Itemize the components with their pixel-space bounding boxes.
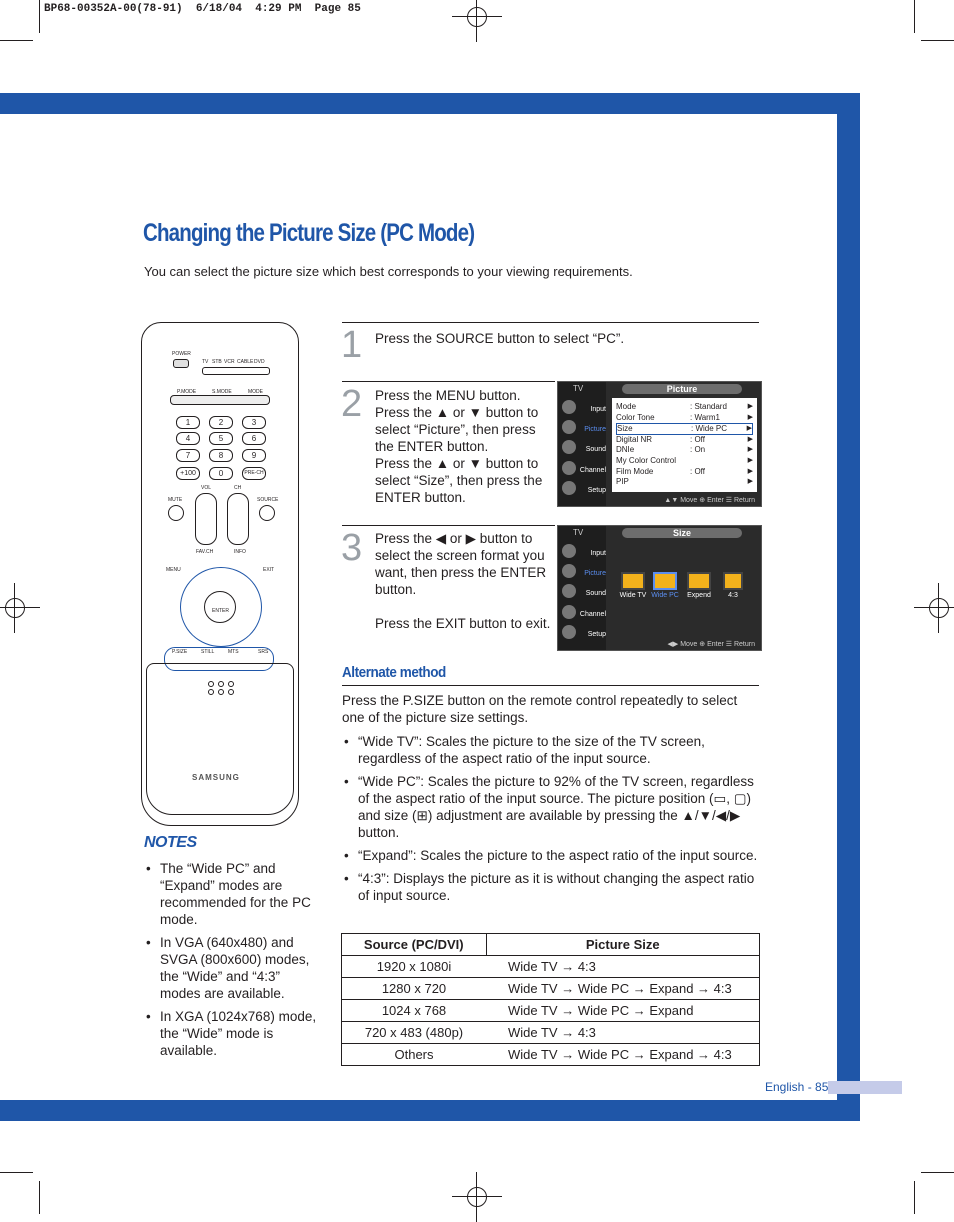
crop-mark (0, 1172, 33, 1173)
osd-menu-picture: Picture (562, 426, 606, 433)
table-header-source: Source (PC/DVI) (342, 934, 487, 956)
channel-icon (562, 461, 576, 475)
note-item: • The “Wide PC” and “Expand” modes are recommended for the PC mode. (144, 860, 324, 928)
remote-dvd-label: DVD (254, 359, 265, 365)
mode-select-bar (202, 367, 270, 375)
osd-footer: ▲▼ Move ⊕ Enter ☰ Return (664, 497, 755, 504)
crop-mark (921, 40, 954, 41)
crop-mark (914, 1181, 915, 1214)
note-item: • In VGA (640x480) and SVGA (800x600) modes, the “Wide” and “4:3” modes are available. (144, 934, 324, 1002)
size-cell: Wide TV → Wide PC → Expand (486, 1000, 760, 1022)
notes-list (144, 860, 324, 1065)
input-icon (562, 400, 576, 414)
remote-vcr-label: VCR (224, 359, 235, 365)
osd-row-selected: Size : Wide PC ▶ (617, 424, 752, 433)
page-tab (828, 1081, 902, 1094)
exit-label: EXIT (263, 567, 275, 573)
source-cell: 1280 x 720 (342, 978, 487, 1000)
step-3-text: Press the ◀ or ▶ button to select the screen format you want, then press the ENTER button. Press the EXIT button to exit. (375, 531, 551, 631)
source-button (259, 505, 275, 521)
source-cell: 1024 x 768 (342, 1000, 487, 1022)
step-rule (342, 525, 555, 526)
osd-row: My Color Control ▶ (616, 456, 753, 465)
sound-icon (562, 584, 576, 598)
mute-label: MUTE (168, 497, 183, 503)
alternate-rule (342, 685, 759, 686)
alternate-item: • “Expand”: Scales the picture to the aspect ratio of the input source. (342, 847, 758, 864)
led-dot (218, 689, 224, 695)
registration-mark (0, 593, 30, 623)
num-button-100: +100 (176, 467, 200, 480)
input-icon (562, 544, 576, 558)
srs-label: SRS (258, 649, 269, 655)
table-row (342, 1044, 760, 1066)
led-dot (208, 681, 214, 687)
crop-mark (39, 0, 40, 33)
crop-mark (914, 0, 915, 33)
num-button-4: 4 (176, 432, 200, 445)
picture-icon (562, 564, 576, 578)
num-button-8: 8 (209, 449, 233, 462)
mts-label: MTS (228, 649, 239, 655)
registration-mark (924, 593, 954, 623)
crop-mark (39, 1181, 40, 1214)
osd-menu-setup: Setup (562, 487, 606, 494)
enter-button (204, 591, 236, 623)
print-header: BP68-00352A-00(78-91) 6/18/04 4:29 PM Page 85 (44, 3, 361, 15)
vol-label: VOL (201, 485, 212, 491)
osd-menu-input: Input (562, 406, 606, 413)
source-cell: 720 x 483 (480p) (342, 1022, 487, 1044)
num-button-5: 5 (209, 432, 233, 445)
still-label: STILL (201, 649, 215, 655)
remote-cable-label: CABLE (237, 359, 254, 365)
table-row (342, 978, 760, 1000)
size-option-wide-tv: Wide TV (618, 572, 648, 599)
table-header-size: Picture Size (486, 934, 760, 956)
num-button-3: 3 (242, 416, 266, 429)
osd-menu-picture: Picture (562, 570, 606, 577)
step-2-text: Press the MENU button. Press the ▲ or ▼ button to select “Picture”, then press the ENTER button. Press the ▲ or ▼ button to select “Size”, then press the ENTER button. (375, 388, 543, 505)
mode-label: MODE (248, 389, 263, 395)
led-dot (228, 681, 234, 687)
num-button-9: 9 (242, 449, 266, 462)
size-cell: Wide TV → Wide PC → Expand → 4:3 (486, 978, 760, 1000)
enter-label: ENTER (212, 608, 229, 614)
top-band (0, 93, 860, 114)
mute-button (168, 505, 184, 521)
bottom-band (0, 1100, 860, 1121)
alternate-item: • “Wide PC”: Scales the picture to 92% of the TV screen, regardless of the aspect ratio of the input source. The picture position (▭, ▢) and size (⊞) adjustment are available by pressing the ▲/▼/◀/▶ button. (342, 773, 758, 841)
num-button-2: 2 (209, 416, 233, 429)
led-dot (208, 689, 214, 695)
picture-icon (562, 420, 576, 434)
samsung-logo: SAMSUNG (192, 773, 240, 782)
step-1-text: Press the SOURCE button to select “PC”. (375, 331, 625, 346)
pmode-label: P.MODE (177, 389, 197, 395)
osd-row: Color Tone : Warm1 ▶ (616, 413, 753, 422)
osd-title: Picture (622, 384, 742, 394)
registration-mark (462, 2, 492, 32)
right-band (837, 93, 860, 1121)
osd-tv-label: TV (573, 384, 584, 393)
osd-tv-label: TV (573, 528, 584, 537)
page-title: Changing the Picture Size (PC Mode) (143, 219, 475, 247)
crop-mark (0, 40, 33, 41)
vol-rocker (195, 493, 217, 545)
source-label: SOURCE (257, 497, 279, 503)
num-button-1: 1 (176, 416, 200, 429)
osd-title: Size (622, 528, 742, 538)
expand-icon (687, 572, 711, 590)
num-button-7: 7 (176, 449, 200, 462)
table-row (342, 1022, 760, 1044)
remote-control-illustration (141, 322, 299, 826)
osd-row: Mode : Standard ▶ (616, 402, 753, 411)
setup-icon (562, 625, 576, 639)
smode-label: S.MODE (212, 389, 232, 395)
psize-label: P.SIZE (172, 649, 188, 655)
power-button (173, 359, 189, 368)
osd-menu-sound: Sound (562, 590, 606, 597)
crop-mark (921, 1172, 954, 1173)
step-number: 3 (341, 527, 363, 569)
osd-menu-input: Input (562, 550, 606, 557)
notes-title: NOTES (144, 834, 197, 851)
info-label: INFO (234, 549, 246, 555)
menu-label: MENU (166, 567, 181, 573)
size-cell: Wide TV → Wide PC → Expand → 4:3 (486, 1044, 760, 1066)
osd-panel (612, 398, 757, 492)
favch-label: FAV.CH (196, 549, 214, 555)
alternate-list (342, 733, 758, 910)
registration-mark (462, 1182, 492, 1212)
ch-rocker (227, 493, 249, 545)
sound-icon (562, 440, 576, 454)
alternate-item: • “4:3”: Displays the picture as it is without changing the aspect ratio of input source. (342, 870, 758, 904)
osd-footer: ◀▶ Move ⊕ Enter ☰ Return (667, 641, 755, 648)
source-cell: 1920 x 1080i (342, 956, 487, 978)
osd-picture-menu (557, 381, 762, 507)
intro-text: You can select the picture size which best corresponds to your viewing requirements. (144, 264, 633, 279)
setup-icon (562, 481, 576, 495)
osd-menu-channel: Channel (562, 611, 606, 618)
size-cell: Wide TV → 4:3 (486, 1022, 760, 1044)
osd-row: Film Mode : Off ▶ (616, 467, 753, 476)
mode-row (170, 395, 270, 405)
alternate-intro: Press the P.SIZE button on the remote control repeatedly to select one of the picture size settings. (342, 693, 738, 725)
step-rule (342, 322, 759, 323)
prech-button: PRE-CH (242, 467, 266, 480)
step-number: 1 (341, 324, 363, 366)
num-button-0: 0 (209, 467, 233, 480)
page-number: English - 85 (765, 1080, 829, 1094)
picture-size-table (341, 933, 760, 1066)
four-three-icon (723, 572, 743, 590)
alternate-method-title: Alternate method (342, 664, 446, 681)
step-number: 2 (341, 383, 363, 425)
num-button-6: 6 (242, 432, 266, 445)
channel-icon (562, 605, 576, 619)
table-row (342, 1000, 760, 1022)
size-option-4-3: 4:3 (718, 572, 748, 599)
osd-row: Digital NR : Off ▶ (616, 435, 753, 444)
osd-menu-sound: Sound (562, 446, 606, 453)
size-cell: Wide TV → 4:3 (486, 956, 760, 978)
led-dot (228, 689, 234, 695)
remote-power-label: POWER (172, 351, 191, 357)
size-option-wide-pc: Wide PC (650, 572, 680, 599)
table-row (342, 956, 760, 978)
alternate-item: • “Wide TV”: Scales the picture to the size of the TV screen, regardless of the aspect ratio of the input source. (342, 733, 758, 767)
osd-size-menu (557, 525, 762, 651)
osd-menu-setup: Setup (562, 631, 606, 638)
osd-row: PIP ▶ (616, 477, 753, 486)
ch-label: CH (234, 485, 242, 491)
osd-menu-channel: Channel (562, 467, 606, 474)
size-option-expand: Expend (684, 572, 714, 599)
wide-pc-icon (653, 572, 677, 590)
remote-stb-label: STB (212, 359, 222, 365)
note-item: • In XGA (1024x768) mode, the “Wide” mode is available. (144, 1008, 324, 1059)
osd-row: DNIe : On ▶ (616, 445, 753, 454)
remote-tv-label: TV (202, 359, 209, 365)
led-dot (218, 681, 224, 687)
step-rule (342, 381, 555, 382)
wide-tv-icon (621, 572, 645, 590)
source-cell: Others (342, 1044, 487, 1066)
